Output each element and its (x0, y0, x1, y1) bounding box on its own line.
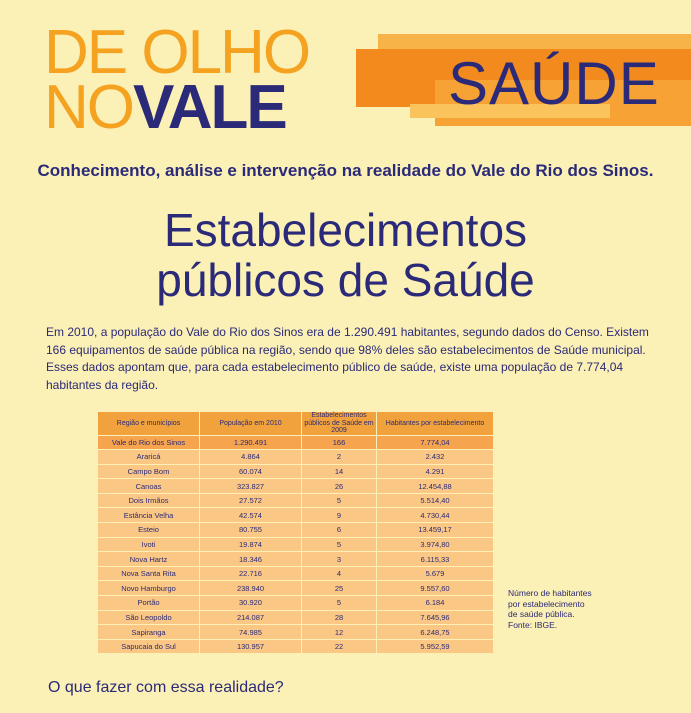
table-cell: 5 (302, 537, 377, 552)
table-row (98, 464, 494, 479)
table-cell: 27.572 (200, 493, 302, 508)
table-cell: Araricá (98, 450, 200, 465)
table-cell: 4.864 (200, 450, 302, 465)
table-cell: Nova Hartz (98, 552, 200, 567)
table-row (98, 537, 494, 552)
table-cell: 22.716 (200, 566, 302, 581)
table-header-row (98, 412, 494, 436)
table-cell: Ivoti (98, 537, 200, 552)
caption-line: de saúde pública. (508, 609, 575, 619)
intro-paragraph: Em 2010, a população do Vale do Rio dos Sinos era de 1.290.491 habitantes, segundo dados do Censo. Existem 166 equipamentos de saúde pública na região, sendo que 98% deles são estabelecimentos de Saúde municipal. Esses dados apontam que, para cada estabelecimento público de saúde, existe uma população de 7.774,04 habitantes da região. (46, 325, 649, 392)
table-cell: 5.514,40 (377, 493, 494, 508)
table-cell: 12 (302, 625, 377, 640)
table-cell: 26 (302, 479, 377, 494)
table-row (98, 552, 494, 567)
table-cell: Canoas (98, 479, 200, 494)
table-row (98, 566, 494, 581)
table-cell: 130.957 (200, 639, 302, 654)
table-cell: 1.290.491 (200, 435, 302, 450)
table-row (98, 523, 494, 538)
health-establishments-table (97, 411, 493, 654)
header-establishments: Estabelecimentos públicos de Saúde em 2009 (302, 412, 377, 436)
page-title (0, 205, 691, 305)
table-row (98, 479, 494, 494)
table-cell: Sapiranga (98, 625, 200, 640)
table-cell: 9 (302, 508, 377, 523)
page-title-line2: públicos de Saúde (156, 254, 535, 306)
table-row (98, 493, 494, 508)
logo-no: NO (44, 73, 133, 142)
table-cell: 9.557,60 (377, 581, 494, 596)
table-cell: 4 (302, 566, 377, 581)
caption-line: por estabelecimento (508, 598, 585, 609)
table-cell: 14 (302, 464, 377, 479)
table-cell: Portão (98, 596, 200, 611)
table-cell: 3 (302, 552, 377, 567)
table-row (98, 508, 494, 523)
table-cell: 5.679 (377, 566, 494, 581)
table-cell: 6.248,75 (377, 625, 494, 640)
table-cell: 22 (302, 639, 377, 654)
table-cell: 28 (302, 610, 377, 625)
table-cell: 5.952,59 (377, 639, 494, 654)
table-cell: 60.074 (200, 464, 302, 479)
table-cell: 42.574 (200, 508, 302, 523)
table-cell: 6 (302, 523, 377, 538)
table-row (98, 581, 494, 596)
logo-vale: VALE (133, 73, 286, 142)
table-cell: 3.974,80 (377, 537, 494, 552)
table-row (98, 625, 494, 640)
table-cell: 7.645,96 (377, 610, 494, 625)
table-cell: Novo Hamburgo (98, 581, 200, 596)
table-cell: 30.920 (200, 596, 302, 611)
table-cell: 7.774,04 (377, 435, 494, 450)
table-cell: 2.432 (377, 450, 494, 465)
table-cell: 214.087 (200, 610, 302, 625)
logo-no-vale (44, 73, 286, 142)
table-cell: Nova Santa Rita (98, 566, 200, 581)
table-cell: 74.985 (200, 625, 302, 640)
table-cell: 4.730,44 (377, 508, 494, 523)
table-row (98, 596, 494, 611)
table-cell: 6.115,33 (377, 552, 494, 567)
table-cell: 13.459,17 (377, 523, 494, 538)
table-cell: 2 (302, 450, 377, 465)
table-cell: Vale do Rio dos Sinos (98, 435, 200, 450)
table-cell: 323.827 (200, 479, 302, 494)
table-cell: 5 (302, 493, 377, 508)
table-cell: 4.291 (377, 464, 494, 479)
table-row (98, 610, 494, 625)
table-cell: 80.755 (200, 523, 302, 538)
tagline: Conhecimento, análise e intervenção na realidade do Vale do Rio dos Sinos. (37, 161, 654, 180)
table-cell: 5 (302, 596, 377, 611)
header-inhabitants-per-establishment: Habitantes por estabelecimento (377, 412, 494, 436)
table-row (98, 639, 494, 654)
table-cell: São Leopoldo (98, 610, 200, 625)
header-region: Região e municípios (98, 412, 200, 436)
section-tag-saude: SAÚDE (448, 50, 660, 117)
caption-line: Número de habitantes (508, 588, 592, 598)
caption-source: Fonte: IBGE. (508, 619, 558, 630)
table-cell: 238.940 (200, 581, 302, 596)
table-cell: 12.454,88 (377, 479, 494, 494)
table-body (98, 435, 494, 654)
table-row-total (98, 435, 494, 450)
table-cell: Dois Irmãos (98, 493, 200, 508)
table-cell: 166 (302, 435, 377, 450)
table-cell: 19.874 (200, 537, 302, 552)
header-population: População em 2010 (200, 412, 302, 436)
table-cell: Campo Bom (98, 464, 200, 479)
table-cell: 25 (302, 581, 377, 596)
table-cell: Esteio (98, 523, 200, 538)
logo-de-olho: DE OLHO (44, 18, 310, 87)
page-title-line1: Estabelecimentos (163, 204, 528, 256)
table-cell: Sapucaia do Sul (98, 639, 200, 654)
table-cell: 6.184 (377, 596, 494, 611)
table-cell: 18.346 (200, 552, 302, 567)
table-row (98, 450, 494, 465)
closing-question: O que fazer com essa realidade? (48, 679, 284, 696)
table-caption (508, 588, 628, 630)
table-cell: Estância Velha (98, 508, 200, 523)
